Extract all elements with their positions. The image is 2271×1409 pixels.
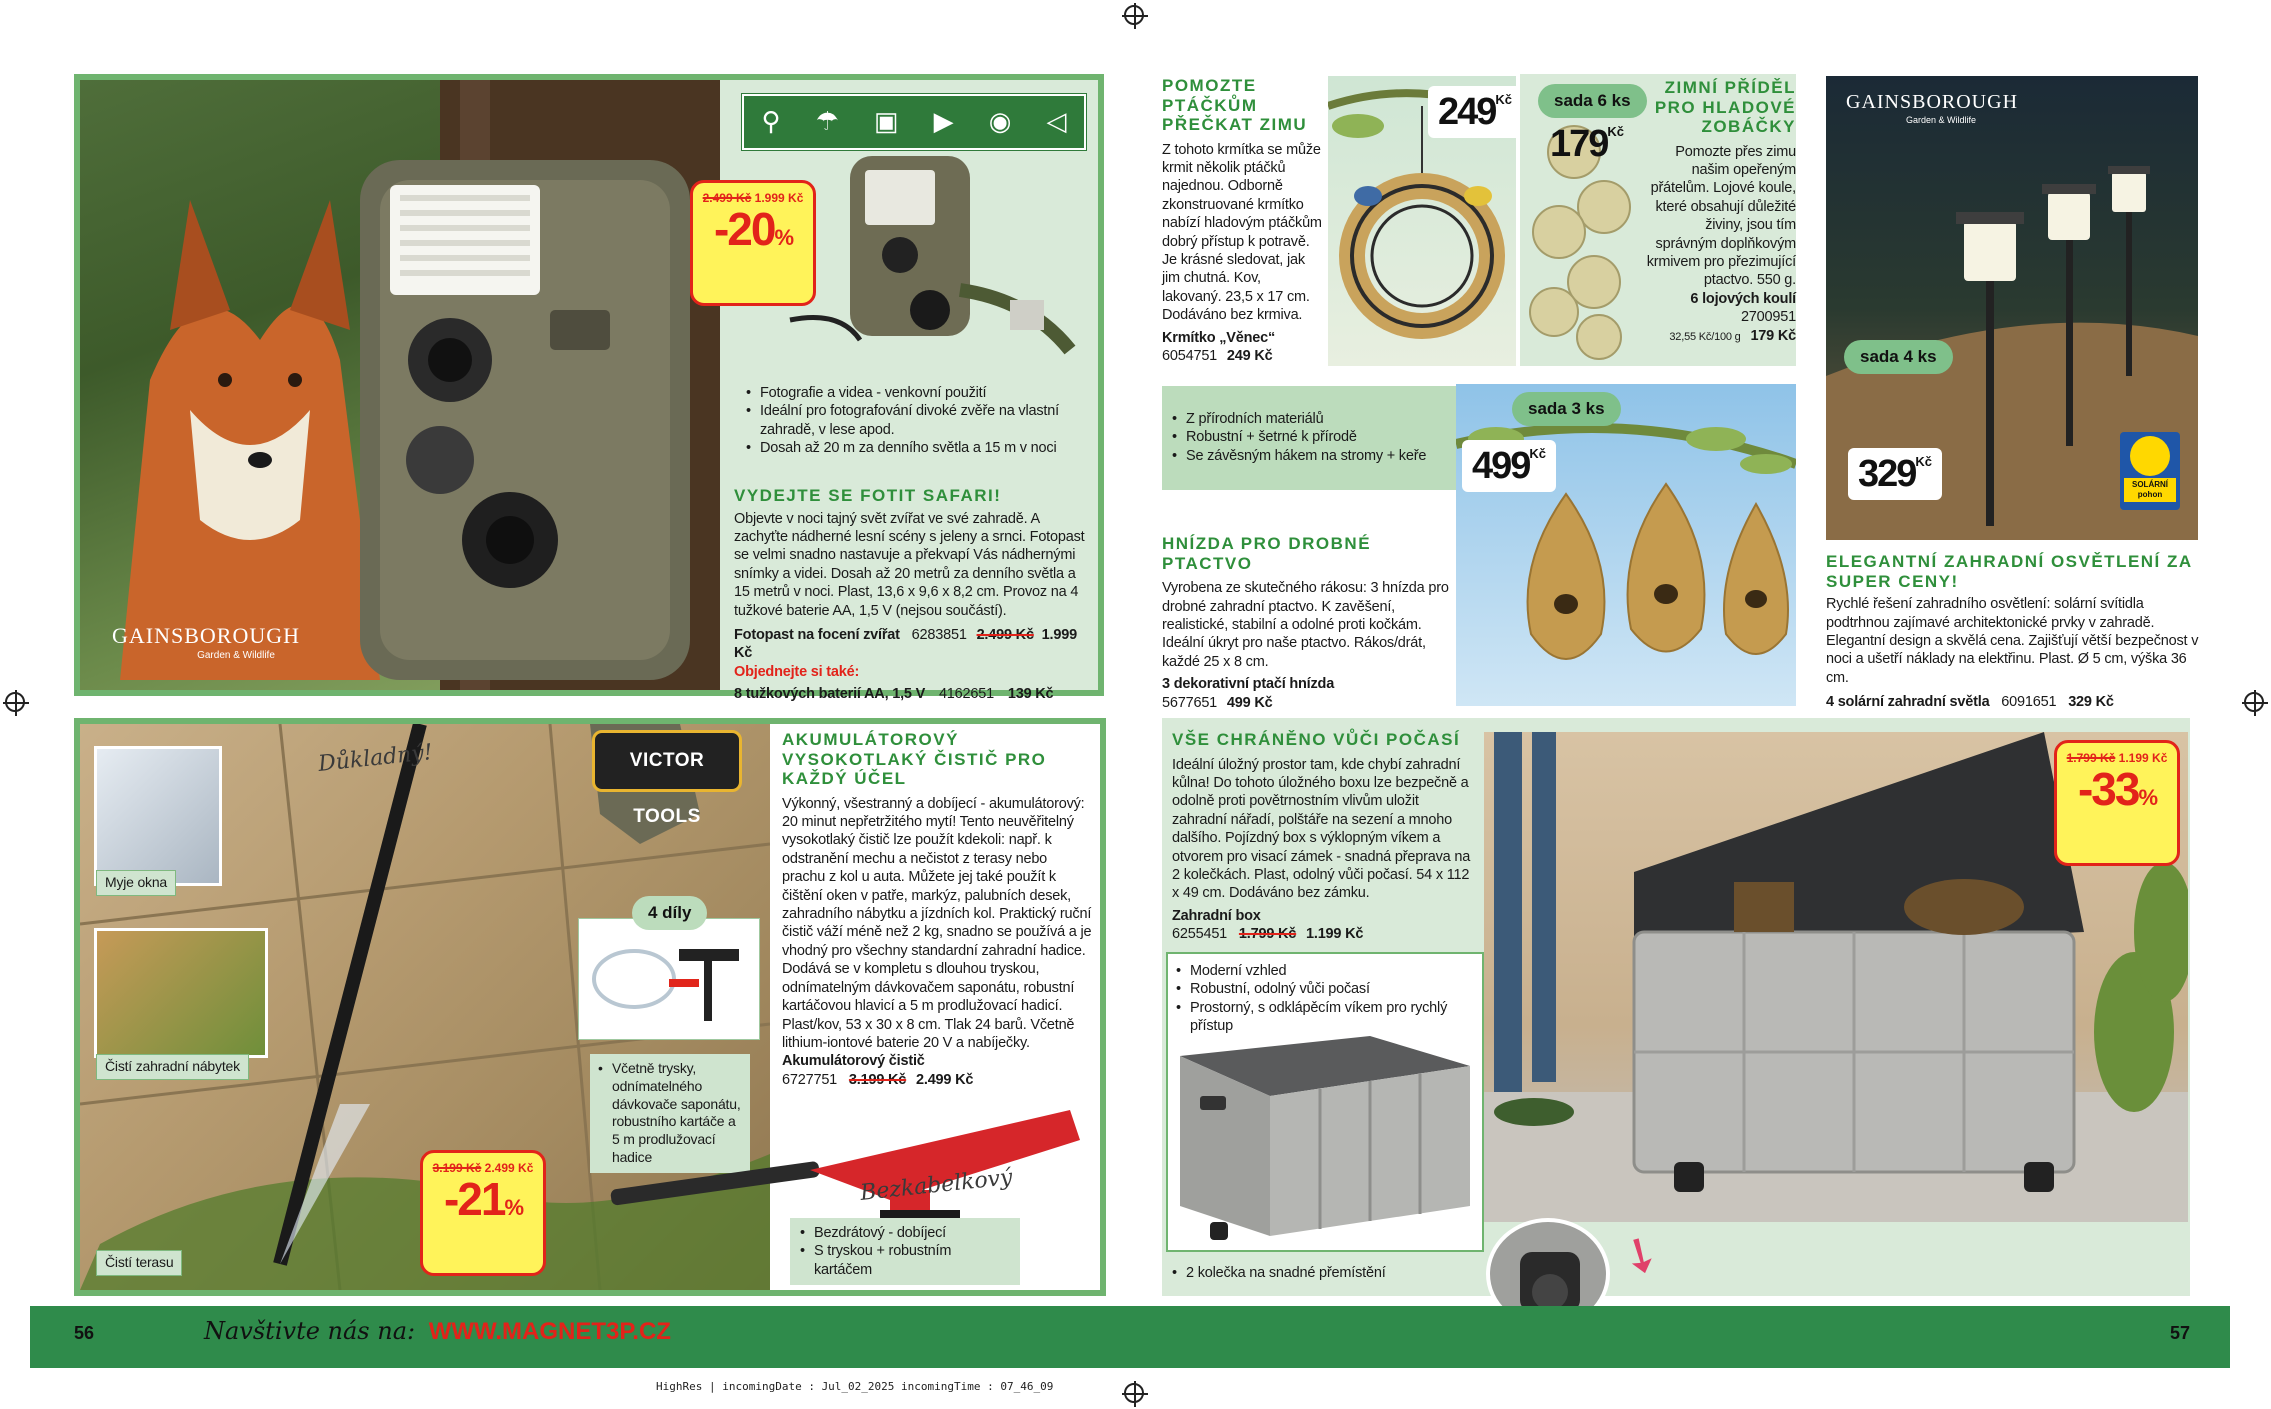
arrow-icon: ➘ xyxy=(1609,1222,1672,1289)
feeder-price-line: 6054751 249 Kč xyxy=(1162,348,1273,365)
box-price-line: 6255451 1.799 Kč 1.199 Kč xyxy=(1172,926,1364,943)
print-info: HighRes | incomingDate : Jul_02_2025 incomingTime : 07_46_09 xyxy=(656,1380,1054,1393)
cleaner-discount-badge: 3.199 Kč 2.499 Kč -21% xyxy=(420,1150,546,1276)
lights-description: Rychlé řešení zahradního osvětlení: solární svítidla podtrhnou zajímavé architektonické prvky v zahradě. Elegantní design a skvělá cena. Zajišťují větší bezpečnost v noci a ušetří náklady na elektřinu. Plast. Ø 5 cm, výška 36 cm. xyxy=(1826,596,2199,686)
feeder-big-price: $249^{Kč}$ xyxy=(1428,86,1516,138)
motion-sensor-icon: ⚲ xyxy=(761,106,781,137)
cleaner-parts-text: • Včetně trysky, odnímatelného dávkovače saponátu, robustního kartáče a 5 m prodlužovací hadice xyxy=(590,1054,750,1173)
cleaner-description: Výkonný, všestranný a dobíjecí - akumulátorový: 20 minut nepřetržitého mytí! Tento neuvěřitelný vysokotlaký čistič lze použít kdekoli: např. k odstranění mechu a nečistot z terasy nebo prachu z kol u auta. Můžete jej také použít k čištění oken v patře, markýz, palubních desek, zahradního nábytku a jízdních kol. Praktický ruční čistič váží méně než 2 kg, snadno se používá a je vhodný pro všechny standardní zahradní hadice. Dodává se v kompletu s dlouhou tryskou, odnímatelným dávkovačem saponátu, robustní kartáčovou hlavicí a 5 m prodlužovací hadicí. Plast/kov, 53 x 30 x 8 cm. Tlak 24 barů. Včetně lithium-iontové baterie 20 V a nabíječky. xyxy=(782,795,1092,1051)
nests-photo xyxy=(1456,384,1796,706)
balls-title: ZIMNÍ PŘÍDĚL PRO HLADOVÉ ZOBÁČKY xyxy=(1654,78,1796,137)
footer-slogan: Navštivte nás na: WWW.MAGNET3P.CZ xyxy=(204,1317,671,1345)
balls-big-price: $179^{Kč}$ xyxy=(1550,123,1625,165)
label-window: Myje okna xyxy=(96,870,176,896)
cleaner-accessories-box xyxy=(578,918,760,1040)
box-title: VŠE CHRÁNĚNO VŮČI POČASÍ xyxy=(1172,730,1461,749)
solar-badge: SOLÁRNÍ pohon xyxy=(2120,432,2180,510)
cleaner-script-bottom: Bezkabelkový xyxy=(859,1165,1014,1206)
lights-brand: GAINSBOROUGH Garden & Wildlife xyxy=(1846,91,2019,126)
box-discount-badge: 1.799 Kč 1.199 Kč -33% xyxy=(2054,740,2180,866)
balls-text-block: ZIMNÍ PŘÍDĚL PRO HLADOVÉ ZOBÁČKY Pomozte přes zimu našim opeřeným přátelům. Lojové koule, které obsahují důležité živiny, jsou tím správným doplňkovým krmivem pro přezimující ptactvo. 550 g. 6 lojových koulí 2700951 32,55 Kč/100 g 179 Kč xyxy=(1646,78,1796,344)
registration-mark-right xyxy=(2244,692,2264,712)
nests-description: Vyrobena ze skutečného rákosu: 3 hnízda pro drobné zahradní ptactvo. K zavěšení, realistické, stabilní a odolné proti kočkám. Ideální úkryt pro naše ptactvo. Rákos/drát, každé 25 x 8 cm. xyxy=(1162,580,1449,670)
cleaner-title: AKUMULÁTOROVÝ VYSOKOTLAKÝ ČISTIČ PRO KAŽDÝ ÚČEL xyxy=(782,730,1047,789)
reed-nests-illustration xyxy=(1456,384,1796,706)
nests-price-line: 5677651 499 Kč xyxy=(1162,694,1273,711)
cleaner-price-line: 6727751 3.199 Kč 2.499 Kč xyxy=(782,1071,974,1088)
fox-camera-photo xyxy=(80,80,720,690)
registration-mark-left xyxy=(5,692,25,712)
camera-text-block: VYDEJTE SE FOTIT SAFARI! Objevte v noci tajný svět zvířat ve své zahradě. A zachyťte nádherné lesní scény s jeleny a srnci. Fotopast se velmi snadno nastavuje a překvapí Vás nádhernými snímky a videi. Dosah až 20 metrů za denního světla a 15 metrů v noci. Plast, 13,6 x 9,6 x 8,2 cm. Provoz na 4 tužkové baterie AA, 1,5 V (nejsou součástí). Fotopast na focení zvířat 6283851 2.499 Kč 1.999 Kč Objednejte si také: 8 tužkových baterií AA, 1,5 V 4162651 139 Kč xyxy=(734,486,1094,704)
camera-description: Objevte v noci tajný svět zvířat ve své zahradě. A zachyťte nádherné lesní scény s jeleny a srnci. Fotopast se velmi snadno nastavuje a překvapí Vás nádhernými snímky a videi. Dosah až 20 metrů za denního světla a 15 metrů v noci. Plast, 13,6 x 9,6 x 8,2 cm. Provoz na 4 tužkové baterie AA, 1,5 V (nejsou součástí). xyxy=(734,510,1085,619)
feeder-description: Z tohoto krmítka se může krmit několik ptáčků najednou. Odborně zkonstruované krmítko nabízí hladovým ptáčkům dobrý přístup k potravě. Je krásné sledovat, jak jim chutná. Kov, lakovaný. 23,5 x 17 cm. Dodáváno bez krmiva. xyxy=(1162,141,1322,324)
sun-icon xyxy=(2130,436,2170,476)
cleaner-bullets: • Bezdrátový - dobíjecí • S tryskou + robustním kartáčem xyxy=(790,1218,1020,1285)
accessories-illustration xyxy=(579,919,760,1040)
lights-title: ELEGANTNÍ ZAHRADNÍ OSVĚTLENÍ ZA SUPER CENY! xyxy=(1826,552,2193,591)
box-description: Ideální úložný prostor tam, kde chybí zahradní kůlna! Do tohoto úložného boxu lze bezpečně a odolně proti povětrnostním vlivům uložit zahradní nářadí, polštáře na sezení a mnoho dalšího. Pojízdný box s výklopným víkem a otvorem pro visací zámek - snadná přeprava na 2 kolečkách. Plast, odolný vůči počasí. 54 x 112 x 49 cm. Dodáváno bez zámku. xyxy=(1172,756,1471,902)
camera-title: VYDEJTE SE FOTIT SAFARI! xyxy=(734,486,1002,505)
video-camera-icon: ▶ xyxy=(933,106,954,137)
nests-text-block: HNÍZDA PRO DROBNÉ PTACTVO Vyrobena ze skutečného rákosu: 3 hnízda pro drobné zahradní ptactvo. K zavěšení, realistické, stabilní a odolné proti kočkám. Ideální úkryt pro naše ptactvo. Rákos/drát, každé 25 x 8 cm. 3 dekorativní ptačí hnízda 5677651 499 Kč xyxy=(1162,534,1452,712)
page-number-right: 57 xyxy=(2170,1323,2191,1343)
camera-product-photo xyxy=(780,150,1080,375)
cleaner-text-block: AKUMULÁTOROVÝ VYSOKOTLAKÝ ČISTIČ PRO KAŽDÝ ÚČEL Výkonný, všestranný a dobíjecí - akumulátorový: 20 minut nepřetržitého mytí! Tento neuvěřitelný vysokotlaký čistič lze použít kdekoli: např. k odstranění mechu a nečistot z terasy nebo prachu z kol u auta. Můžete jej také použít k čištění oken v patře, markýz, palubních desek, zahradního nábytku a jízdních kol. Praktický ruční čistič váží méně než 2 kg, snadno se používá a je vhodný pro všechny standardní zahradní hadice. Dodává se v kompletu s dlouhou tryskou, odnímatelným dávkovačem saponátu, robustní kartáčovou hlavicí a 5 m prodlužovací hadicí. Plast/kov, 53 x 30 x 8 cm. Tlak 24 barů. Včetně lithium-iontové baterie 20 V a nabíječky. Akumulátorový čistič 6727751 3.199 Kč 2.499 Kč xyxy=(782,730,1092,1088)
feeder-text-block: POMOZTE PTÁČKŮM PŘEČKAT ZIMU Z tohoto krmítka se může krmit několik ptáčků najednou. Odborně zkonstruované krmítko nabízí hladovým ptáčkům dobrý přístup k potravě. Je krásné sledovat, jak jim chutná. Kov, lakovaný. 23,5 x 17 cm. Dodáváno bez krmiva. Krmítko „Věnec“ 6054751 249 Kč xyxy=(1162,76,1322,365)
balls-description: Pomozte přes zimu našim opeřeným přátelům. Lojové koule, které obsahují důležité živiny, jsou tím správným doplňkovým krmivem pro přezimující ptactvo. 550 g. xyxy=(1646,143,1796,289)
box-product-image xyxy=(1170,1036,1480,1248)
cleaner-script-top: Důkladný! xyxy=(316,740,434,777)
page-number-left: 56 xyxy=(74,1323,95,1343)
cleaner-inset-window xyxy=(94,746,222,886)
victor-tools-logo: VICTOR TOOLS xyxy=(592,730,742,792)
feeder-title: POMOZTE PTÁČKŮM PŘEČKAT ZIMU xyxy=(1162,76,1308,135)
lights-sada-badge: sada 4 ks xyxy=(1844,340,1953,374)
lights-big-price: $329^{Kč}$ xyxy=(1848,448,1942,500)
camera-price-line: Fotopast na focení zvířat 6283851 2.499 Kč 1.999 Kč xyxy=(734,626,1077,662)
camera-extra-line: 8 tužkových baterií AA, 1,5 V 4162651 139 Kč xyxy=(734,686,1054,703)
garden-box-illustration xyxy=(1170,1036,1480,1248)
lights-price-line: 4 solární zahradní světla 6091651 329 Kč xyxy=(1826,694,2114,711)
camera-discount-badge: 2.499 Kč 1.999 Kč -20% xyxy=(690,180,816,306)
fox-camera-illustration xyxy=(80,80,720,690)
website-link[interactable]: WWW.MAGNET3P.CZ xyxy=(428,1318,671,1345)
memory-card-icon: ▣ xyxy=(874,106,899,137)
registration-mark-top xyxy=(1124,5,1144,25)
balls-price-line: 32,55 Kč/100 g 179 Kč xyxy=(1669,327,1796,344)
registration-mark-bottom xyxy=(1124,1383,1144,1403)
nests-title: HNÍZDA PRO DROBNÉ PTACTVO xyxy=(1162,534,1372,573)
weather-resistant-icon: ☂ xyxy=(815,106,839,137)
camera-bullets: • Fotografie a videa - venkovní použití • Ideální pro fotografování divoké zvěře na vlastní zahradě, v lese apod. • Dosah až 20 m za denního světla a 15 m v noci xyxy=(746,384,1076,458)
box-wheels-note: • 2 kolečka na snadné přemístění xyxy=(1172,1264,1482,1282)
balls-sada-badge: sada 6 ks xyxy=(1538,84,1647,118)
cleaner-parts-badge: 4 díly xyxy=(632,896,707,930)
photo-camera-icon: ◉ xyxy=(988,106,1012,137)
speaker-icon: ◁ xyxy=(1046,106,1067,137)
feeder-photo xyxy=(1328,76,1516,366)
lights-text-block xyxy=(1826,552,2204,712)
label-furniture: Čistí zahradní nábytek xyxy=(96,1054,249,1080)
box-bullets: • Moderní vzhled • Robustní, odolný vůči počasí • Prostorný, s odklápěcím víkem pro rychlý přístup xyxy=(1176,962,1476,1036)
box-text-block: VŠE CHRÁNĚNO VŮČI POČASÍ Ideální úložný prostor tam, kde chybí zahradní kůlna! Do tohoto úložného boxu lze bezpečně a odolně proti povětrnostním vlivům uložit zahradní nářadí, polštáře na sezení a mnoho dalšího. Pojízdný box s výklopným víkem a otvorem pro visací zámek - snadná přeprava na 2 kolečkách. Plast, odolný vůči počasí. 54 x 112 x 49 cm. Dodáváno bez zámku. Zahradní box 6255451 1.799 Kč 1.199 Kč xyxy=(1172,730,1471,943)
nests-bullets: • Z přírodních materiálů • Robustní + šetrné k přírodě • Se závěsným hákem na stromy + keře xyxy=(1172,410,1462,465)
nests-sada-badge: sada 3 ks xyxy=(1512,392,1621,426)
cleaner-inset-furniture xyxy=(94,928,268,1058)
nests-big-price: $499^{Kč}$ xyxy=(1462,440,1556,492)
lights-photo xyxy=(1826,76,2198,540)
camera-brand: GAINSBOROUGH Garden & Wildlife xyxy=(112,623,301,661)
label-terrace: Čistí terasu xyxy=(96,1250,182,1276)
camera-feature-icons xyxy=(742,94,1086,150)
camera-accessories-illustration xyxy=(780,150,1080,375)
